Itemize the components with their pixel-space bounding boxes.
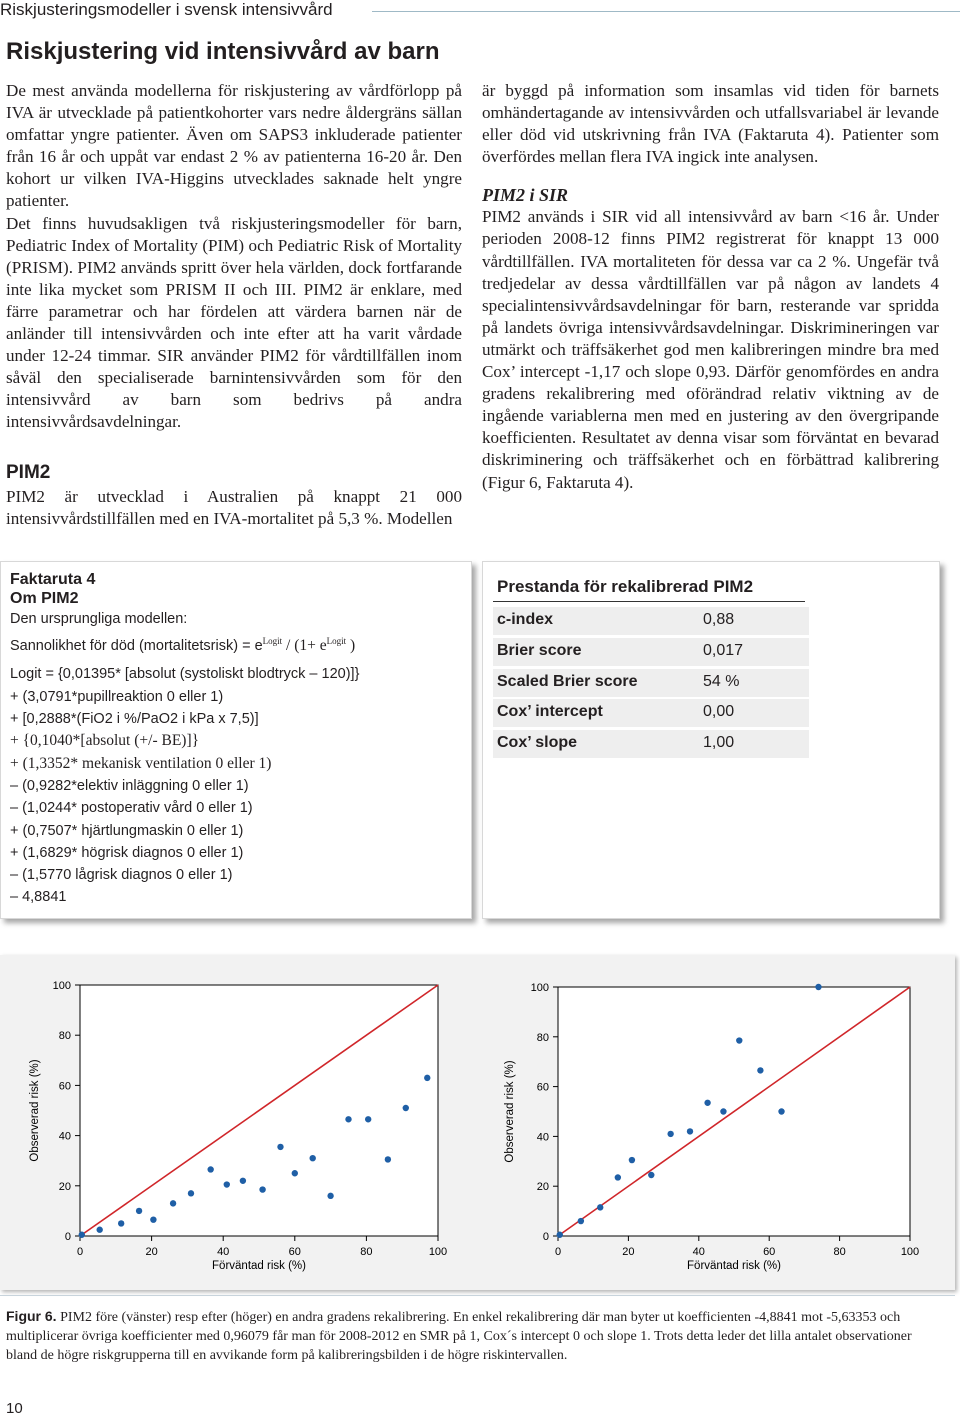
y-tick-label: 0 bbox=[542, 1231, 549, 1243]
y-tick-label: 100 bbox=[52, 980, 71, 992]
data-point bbox=[815, 984, 821, 990]
data-point bbox=[188, 1190, 194, 1196]
y-axis-label: Observerad risk (%) bbox=[29, 1059, 41, 1162]
data-point bbox=[403, 1105, 409, 1111]
prestanda-box bbox=[482, 561, 940, 919]
prestanda-title: Prestanda för rekalibrerad PIM2 bbox=[497, 577, 754, 596]
left-paragraph-1: De mest använda modellerna för riskjustering av vårdförlopp på IVA är utvecklade på patientkohorter vars nedre åldergräns sällan omfattar yngre patienter. Även om SAPS3 inkluderade patienter från 16 år och uppåt var endast 2 % av patienterna 16-20 år. Den kohort ur vilken IVA-Higgins utvecklades saknade helt yngre patienter. bbox=[6, 81, 462, 211]
prestanda-row: Brier score 0,017 bbox=[493, 638, 809, 666]
data-point bbox=[292, 1170, 298, 1176]
data-point bbox=[240, 1178, 246, 1184]
page-title: Riskjustering vid intensivvård av barn bbox=[6, 38, 440, 65]
y-tick-label: 80 bbox=[58, 1030, 71, 1043]
chart-before-recalibration bbox=[8, 963, 473, 1283]
prestanda-title-rule bbox=[493, 601, 805, 602]
formula-line: – (1,0244* postoperativ vård 0 eller 1) bbox=[10, 800, 253, 817]
x-tick-label: 0 bbox=[554, 1246, 562, 1258]
data-point bbox=[629, 1157, 635, 1163]
formula-line: + {0,1040*[absolut (+/- BE)]} bbox=[10, 732, 200, 750]
formula-line: – (1,5770 lågrisk diagnos 0 eller 1) bbox=[10, 867, 233, 884]
y-tick-label: 60 bbox=[58, 1080, 71, 1093]
data-point bbox=[648, 1172, 654, 1178]
data-point bbox=[365, 1116, 371, 1122]
formula-line: Logit = {0,01395* [absolut (systoliskt blodtryck – 120)]} bbox=[10, 666, 360, 683]
prestanda-row: Cox’ slope 1,00 bbox=[493, 730, 809, 758]
prestanda-row: Scaled Brier score 54 % bbox=[493, 669, 809, 697]
x-tick-label: 20 bbox=[622, 1246, 635, 1258]
data-point bbox=[757, 1067, 763, 1073]
y-tick-label: 0 bbox=[64, 1231, 71, 1243]
x-tick-label: 40 bbox=[217, 1246, 230, 1258]
formula-line: – (0,9282*elektiv inläggning 0 eller 1) bbox=[10, 777, 249, 794]
data-point bbox=[170, 1200, 176, 1206]
running-header: Riskjusteringsmodeller i svensk intensivvård bbox=[0, 0, 333, 19]
faktaruta-box bbox=[0, 561, 472, 919]
data-point bbox=[778, 1108, 784, 1114]
data-point bbox=[327, 1193, 333, 1199]
data-point bbox=[79, 1232, 85, 1238]
formula-line: + (1,6829* högrisk diagnos 0 eller 1) bbox=[10, 844, 244, 861]
y-tick-label: 60 bbox=[536, 1081, 549, 1094]
header-rule bbox=[372, 11, 960, 12]
data-point bbox=[345, 1116, 351, 1122]
data-point bbox=[687, 1128, 693, 1134]
data-point bbox=[96, 1227, 102, 1233]
x-tick-label: 40 bbox=[692, 1246, 705, 1258]
x-tick-label: 20 bbox=[145, 1246, 158, 1258]
formula-line: + [0,2888*(FiO2 i %/PaO2 i kPa x 7,5)] bbox=[10, 711, 259, 728]
right-column bbox=[482, 80, 939, 494]
data-point bbox=[597, 1204, 603, 1210]
right-paragraph-2: PIM2 används i SIR vid all intensivvård av barn <16 år. Under perioden 2008-12 finns PIM2 registrerat för knappt 13 000 vårdtillfällen. IVA mortaliteten för dessa var ca 2 %. Ungefär två tredjedelar av dessa vårdtillfällen var på någon av landets 4 specialintensivvårdsavdelningar för barn, resterande var spridda på landets övriga intensivvårdsavdelningar. Diskrimineringen var utmärkt och träffsäkerhet god men kalibreringen mindre bra med Cox’ intercept -1,17 och slope 0,93. Därför genomfördes en andra gradens rekalibrering med oförändrad relativ viktning av de ingående variablerna men med en justering av den övergripande koefficienten. Resultatet av denna visar som förväntat en bevarad diskriminering och träffsäkerhet och en förbättrad kalibrering (Figur 6, Faktaruta 4). bbox=[482, 207, 939, 492]
formula-line: + (0,7507* hjärtlungmaskin 0 eller 1) bbox=[10, 822, 244, 839]
pim2-sir-subheading: PIM2 i SIR bbox=[482, 185, 569, 206]
data-point bbox=[704, 1100, 710, 1106]
left-paragraph-3: PIM2 är utvecklad i Australien på knappt 21 000 intensivvårdstillfällen med en IVA-mortalitet på 5,3 %. Modellen bbox=[6, 486, 462, 528]
faktaruta-title: Faktaruta 4 bbox=[10, 571, 96, 588]
chart-after-recalibration bbox=[487, 963, 947, 1283]
figure-caption: Figur 6. PIM2 före (vänster) resp efter (höger) en andra gradens rekalibrering. En enkel rekalibrering där man byter ut koefficienten -4,8841 mot -5,63353 och multiplicerar övriga koefficienter med 0,96079 får man för 2008-2012 en SMR på 1, Cox´s intercept 0 och slope 1. Trots detta leder det lilla antalet observationer bland de högre riskgrupperna till en avvikande form på kalibreringsbilden i de högre riskintervallen. bbox=[6, 1308, 912, 1363]
data-point bbox=[118, 1220, 124, 1226]
y-tick-label: 100 bbox=[530, 982, 549, 994]
prestanda-row: c-index 0,88 bbox=[493, 607, 809, 635]
data-point bbox=[259, 1186, 265, 1192]
page-number: 10 bbox=[6, 1400, 23, 1417]
y-tick-label: 40 bbox=[58, 1130, 71, 1143]
data-point bbox=[667, 1131, 673, 1137]
formula-line: – 4,8841 bbox=[10, 889, 67, 906]
data-point bbox=[615, 1174, 621, 1180]
data-point bbox=[310, 1155, 316, 1161]
data-point bbox=[385, 1156, 391, 1162]
y-tick-label: 20 bbox=[536, 1181, 549, 1194]
data-point bbox=[578, 1218, 584, 1224]
x-axis-label: Förväntad risk (%) bbox=[687, 1260, 781, 1272]
data-point bbox=[557, 1232, 563, 1238]
x-tick-label: 60 bbox=[763, 1246, 776, 1258]
data-point bbox=[424, 1075, 430, 1081]
x-tick-label: 80 bbox=[360, 1246, 373, 1258]
y-tick-label: 20 bbox=[58, 1180, 71, 1193]
data-point bbox=[207, 1166, 213, 1172]
formula-line: + (3,0791*pupillreaktion 0 eller 1) bbox=[10, 688, 224, 705]
x-tick-label: 100 bbox=[900, 1246, 920, 1258]
data-point bbox=[136, 1208, 142, 1214]
faktaruta-subtitle: Om PIM2 bbox=[10, 590, 79, 607]
prestanda-row: Cox’ intercept 0,00 bbox=[493, 699, 809, 727]
data-point bbox=[720, 1108, 726, 1114]
formula-line: + (1,3352* mekanisk ventilation 0 eller 1) bbox=[10, 754, 272, 772]
pim2-subheading: PIM2 bbox=[6, 461, 51, 483]
x-tick-label: 60 bbox=[288, 1246, 301, 1258]
data-point bbox=[277, 1144, 283, 1150]
faktaruta-intro: Den ursprungliga modellen: bbox=[10, 611, 188, 627]
x-axis-label: Förväntad risk (%) bbox=[212, 1260, 306, 1272]
y-tick-label: 80 bbox=[536, 1031, 549, 1044]
left-column bbox=[6, 80, 462, 530]
x-tick-label: 80 bbox=[833, 1246, 846, 1258]
right-paragraph-1: är byggd på information som insamlas vid tiden för barnets omhändertagande av intensivvården och utfallsvariabel är levande eller död vid utskrivning från IVA (Faktaruta 4). Patienter som överfördes mellan flera IVA ingick inte analysen. bbox=[482, 81, 939, 167]
y-axis-label: Observerad risk (%) bbox=[504, 1060, 516, 1163]
y-tick-label: 40 bbox=[536, 1131, 549, 1144]
x-tick-label: 100 bbox=[428, 1246, 448, 1258]
data-point bbox=[736, 1037, 742, 1043]
x-tick-label: 0 bbox=[76, 1246, 84, 1258]
data-point bbox=[224, 1181, 230, 1187]
caption-rule bbox=[0, 1295, 955, 1296]
left-paragraph-2: Det finns huvudsakligen två riskjusteringsmodeller för barn, Pediatric Index of Mortality (PIM) och Pediatric Risk of Mortality (PRISM). PIM2 används spritt över hela världen, dock fortfarande inte lika mycket som PRISM II och III. PIM2 är enklare, med färre parametrar och har fördelen att värdera barnen när de anländer till intensivvården och inte efter att ha varit vårdade under 12-24 timmar. SIR använder PIM2 för vårdtillfällen inom såväl den specialiserade barnintensivvården som för den intensivvård av barn som bedrivs på andra intensivvårdsavdelningar. bbox=[6, 213, 462, 432]
faktaruta-formula: Sannolikhet för död (mortalitetsrisk) = $e^{Logit} / (1+ e^{Logit}$ ) bbox=[10, 636, 356, 655]
data-point bbox=[150, 1216, 156, 1222]
